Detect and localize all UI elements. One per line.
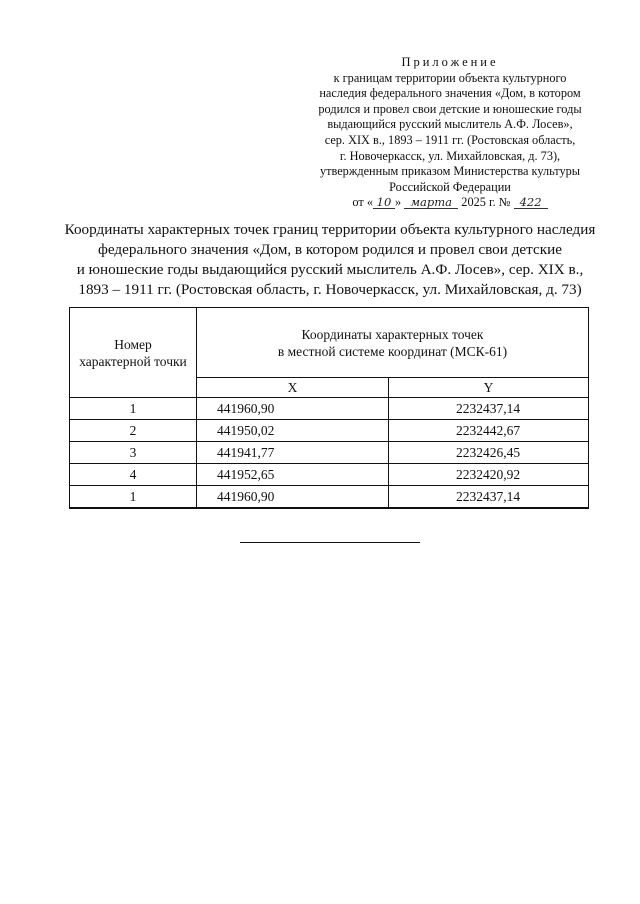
cell-point: 2 <box>70 420 197 442</box>
table-row <box>70 486 589 509</box>
header-coords-line: в местной системе координат (МСК-61) <box>277 343 508 359</box>
cell-y: 2232437,14 <box>389 486 589 509</box>
title-line: 1893 – 1911 гг. (Ростовская область, г. Новочеркасск, ул. Михайловская, д. 73) <box>78 281 582 298</box>
cell-x: 441960,90 <box>197 398 389 420</box>
header-point-line: Номер <box>114 336 152 352</box>
appendix-line: к границам территории объекта культурного <box>333 70 567 85</box>
cell-y: 2232442,67 <box>389 420 589 442</box>
table-row <box>70 464 589 486</box>
handwritten-month: марта <box>404 196 458 209</box>
table-row <box>70 398 589 420</box>
appendix-line: наследия федерального значения «Дом, в котором <box>319 86 581 101</box>
cell-point: 1 <box>70 486 197 509</box>
appendix-line: г. Новочеркасск, ул. Михайловская, д. 73), <box>339 148 561 163</box>
header-point-number <box>70 308 197 398</box>
coordinates-table <box>69 307 589 509</box>
appendix-line: Российской Федерации <box>389 179 511 194</box>
table-row <box>70 442 589 464</box>
cell-x: 441941,77 <box>197 442 389 464</box>
table-row <box>70 420 589 442</box>
header-coordinates <box>197 308 589 378</box>
title-line: и юношеские годы выдающийся русский мыслитель А.Ф. Лосев», сер. XIX в., <box>76 261 584 278</box>
header-x: X <box>197 378 389 398</box>
cell-y: 2232426,45 <box>389 442 589 464</box>
cell-point: 3 <box>70 442 197 464</box>
cell-point: 1 <box>70 398 197 420</box>
handwritten-order-number: 422 <box>514 196 548 209</box>
appendix-line: выдающийся русский мыслитель А.Ф. Лосев», <box>327 117 573 132</box>
end-rule <box>240 542 420 543</box>
date-close: » <box>394 195 402 210</box>
header-point-line: характерной точки <box>79 353 187 369</box>
order-year: 2025 г. № <box>461 195 511 210</box>
cell-x: 441952,65 <box>197 464 389 486</box>
handwritten-day: 10 <box>373 196 395 209</box>
cell-y: 2232420,92 <box>389 464 589 486</box>
header-coords-line: Координаты характерных точек <box>301 326 484 342</box>
date-prefix: от « <box>352 195 373 210</box>
cell-x: 441950,02 <box>197 420 389 442</box>
order-date-line <box>300 195 600 211</box>
header-y: Y <box>389 378 589 398</box>
title-line: федерального значения «Дом, в котором родился и провел свои детские <box>98 241 562 258</box>
cell-x: 441960,90 <box>197 486 389 509</box>
appendix-line: родился и провел свои детские и юношеские годы <box>318 101 582 116</box>
appendix-block <box>300 55 600 211</box>
cell-y: 2232437,14 <box>389 398 589 420</box>
document-title <box>60 220 600 300</box>
appendix-line: сер. XIX в., 1893 – 1911 гг. (Ростовская область, <box>324 132 576 147</box>
appendix-line: утвержденным приказом Министерства культуры <box>319 164 581 179</box>
title-line: Координаты характерных точек границ территории объекта культурного наследия <box>64 221 596 238</box>
appendix-heading: Приложение <box>401 55 499 69</box>
cell-point: 4 <box>70 464 197 486</box>
